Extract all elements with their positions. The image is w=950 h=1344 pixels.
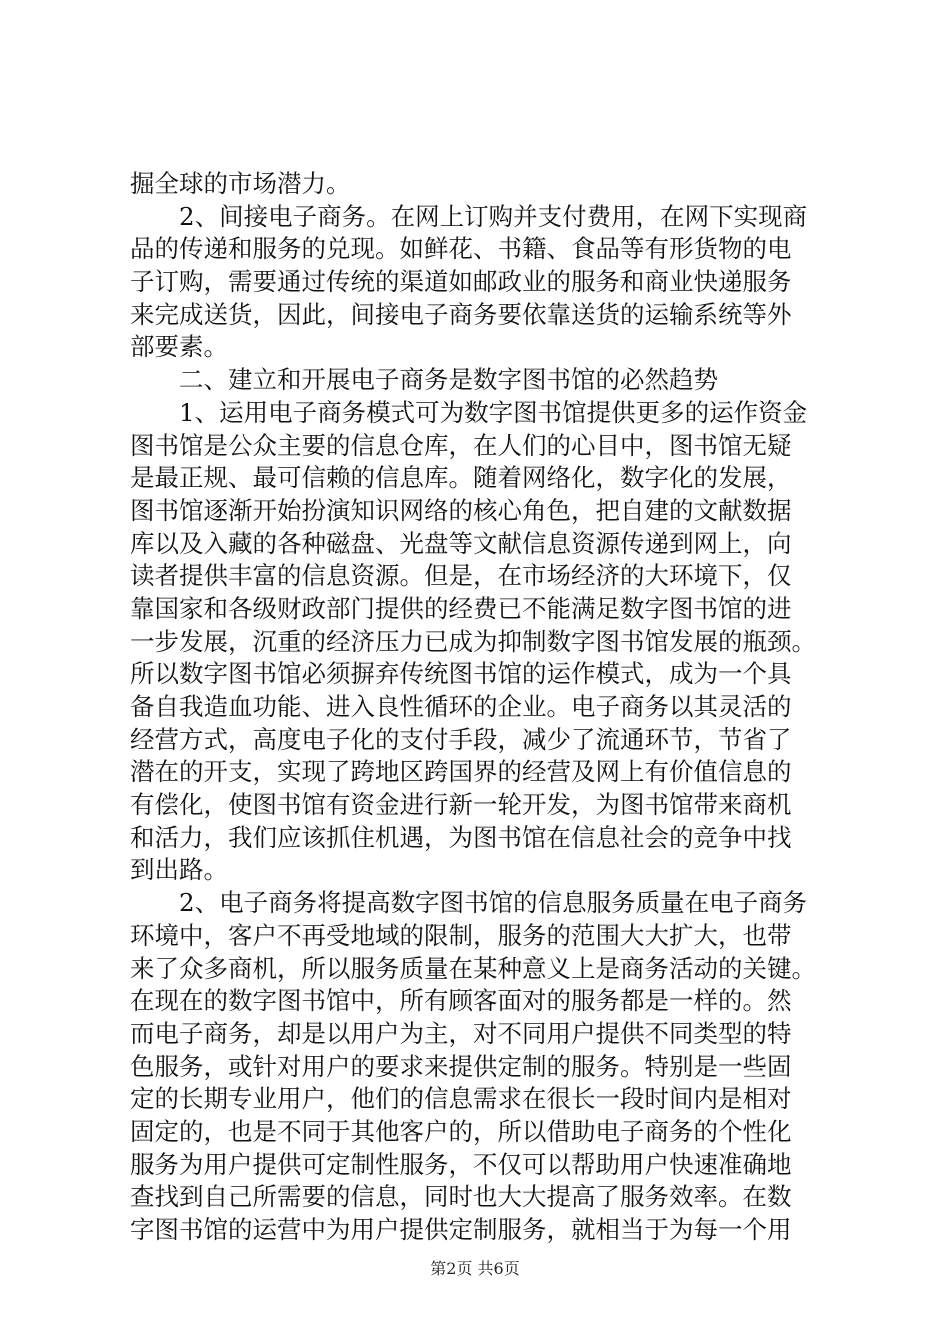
text-line: 是最正规、最可信赖的信息库。随着网络化，数字化的发展， bbox=[130, 463, 792, 493]
text-line: 字图书馆的运营中为用户提供定制服务，就相当于为每一个用 bbox=[130, 1215, 792, 1244]
text-line: 所以数字图书馆必须摒弃传统图书馆的运作模式，成为一个具 bbox=[130, 659, 792, 689]
text-line: 来了众多商机，所以服务质量在某种意义上是商务活动的关键。 bbox=[130, 953, 816, 983]
text-line: 经营方式，高度电子化的支付手段，减少了流通环节，节省了 bbox=[130, 724, 792, 754]
body-text bbox=[130, 168, 830, 1247]
text-line: 2、间接电子商务。在网上订购并支付费用，在网下实现商 bbox=[179, 201, 808, 231]
text-line: 二、建立和开展电子商务是数字图书馆的必然趋势 bbox=[179, 365, 718, 395]
text-line: 有偿化，使图书馆有资金进行新一轮开发，为图书馆带来商机 bbox=[130, 790, 792, 820]
text-line: 在现在的数字图书馆中，所有顾客面对的服务都是一样的。然 bbox=[130, 986, 792, 1016]
text-line: 定的长期专业用户，他们的信息需求在很长一段时间内是相对 bbox=[130, 1084, 792, 1114]
text-line: 图书馆是公众主要的信息仓库，在人们的心目中，图书馆无疑 bbox=[130, 430, 792, 460]
text-line: 备自我造血功能、进入良性循环的企业。电子商务以其灵活的 bbox=[130, 692, 792, 721]
text-line: 靠国家和各级财政部门提供的经费已不能满足数字图书馆的进 bbox=[130, 593, 792, 623]
text-line: 来完成送货，因此，间接电子商务要依靠送货的运输系统等外 bbox=[130, 299, 792, 329]
text-line: 子订购，需要通过传统的渠道如邮政业的服务和商业快递服务 bbox=[130, 267, 792, 297]
text-line: 1、运用电子商务模式可为数字图书馆提供更多的运作资金 bbox=[179, 397, 808, 427]
text-line: 潜在的开支，实现了跨地区跨国界的经营及网上有价值信息的 bbox=[130, 757, 792, 787]
text-line: 一步发展，沉重的经济压力已成为抑制数字图书馆发展的瓶颈。 bbox=[130, 626, 816, 656]
text-line: 品的传递和服务的兑现。如鲜花、书籍、食品等有形货物的电 bbox=[130, 234, 792, 264]
text-line: 环境中，客户不再受地域的限制，服务的范围大大扩大，也带 bbox=[130, 920, 792, 950]
text-line: 读者提供丰富的信息资源。但是，在市场经济的大环境下，仅 bbox=[130, 561, 792, 591]
text-line: 色服务，或针对用户的要求来提供定制的服务。特别是一些固 bbox=[130, 1051, 792, 1081]
text-line: 查找到自己所需要的信息，同时也大大提高了服务效率。在数 bbox=[130, 1182, 792, 1212]
text-line: 固定的，也是不同于其他客户的，所以借助电子商务的个性化 bbox=[130, 1116, 792, 1146]
text-line: 到出路。 bbox=[130, 855, 228, 885]
text-line: 2、电子商务将提高数字图书馆的信息服务质量在电子商务 bbox=[179, 888, 808, 918]
text-line: 库以及入藏的各种磁盘、光盘等文献信息资源传递到网上，向 bbox=[130, 528, 792, 558]
text-line: 部要素。 bbox=[130, 332, 228, 362]
text-line: 服务为用户提供可定制性服务，不仅可以帮助用户快速准确地 bbox=[130, 1149, 792, 1179]
text-line: 而电子商务，却是以用户为主，对不同用户提供不同类型的特 bbox=[130, 1018, 792, 1048]
text-line: 掘全球的市场潜力。 bbox=[130, 169, 351, 198]
text-line: 图书馆逐渐开始扮演知识网络的核心角色，把自建的文献数据 bbox=[130, 495, 792, 525]
page-footer: 第2页 共6页 bbox=[430, 1259, 520, 1278]
text-line: 和活力，我们应该抓住机遇，为图书馆在信息社会的竞争中找 bbox=[130, 822, 792, 852]
